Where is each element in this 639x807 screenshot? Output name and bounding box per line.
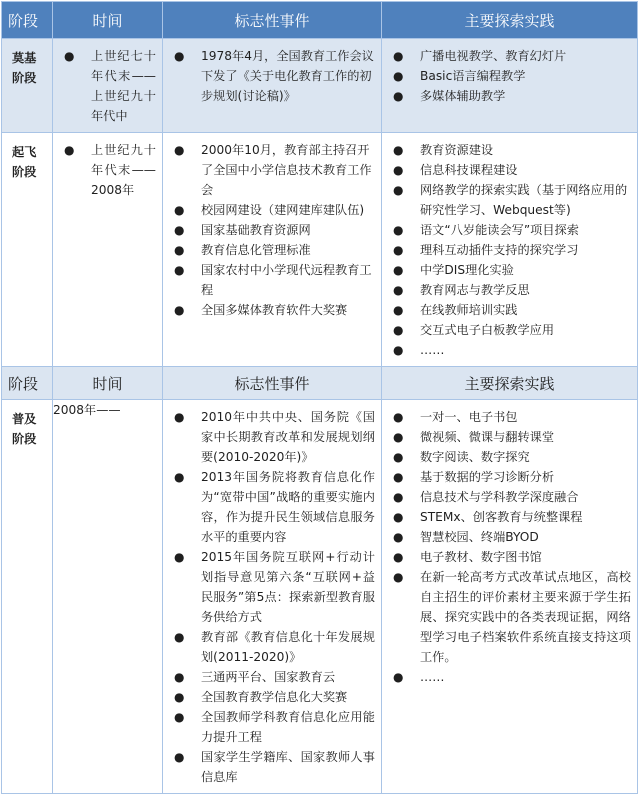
list-item-text: 2010年中共中央、国务院《国家中长期教育改革和发展规划纲要(2010-2020年)》 (201, 410, 375, 464)
list-item-text: 微视频、微课与翻转课堂 (420, 430, 555, 444)
list-item-text: 教育网志与教学反思 (420, 283, 530, 297)
list-item (163, 140, 375, 200)
bullet-dot-icon: ● (393, 223, 404, 237)
bullet-dot-icon: ● (393, 283, 404, 297)
list-item (163, 707, 375, 747)
bullet-dot-icon: ● (174, 470, 185, 484)
list-item (163, 46, 375, 106)
bullet-dot-icon: ● (393, 89, 404, 103)
list-item (163, 627, 375, 667)
bullet-dot-icon: ● (393, 143, 404, 157)
bullet-dot-icon: ● (393, 49, 404, 63)
list-item-text: 智慧校园、终端BYOD (420, 530, 539, 544)
bullet-dot-icon: ● (174, 303, 185, 317)
list-item (382, 140, 631, 160)
list-item-text: STEMx、创客教育与统整课程 (420, 510, 583, 524)
bullet-dot-icon: ● (393, 530, 404, 544)
list-item (382, 66, 631, 86)
header-practices: 主要探索实践 (382, 2, 638, 39)
list-item (163, 467, 375, 547)
list-item-text: 教育资源建设 (420, 143, 494, 157)
list-item-text: 基于数据的学习诊断分析 (420, 470, 555, 484)
list-item-text: 国家学生学籍库、国家教师人事信息库 (201, 750, 375, 784)
header-time: 时间 (53, 2, 163, 39)
list-item (382, 340, 631, 360)
list-item (163, 260, 375, 300)
header-row-repeat (2, 367, 638, 400)
events-list-1 (163, 39, 381, 112)
list-item-text: 全国多媒体教育软件大奖赛 (201, 303, 348, 317)
stage-label-1-text: 莫基 阶段 (12, 51, 37, 85)
bullet-dot-icon: ● (174, 243, 185, 257)
list-item (382, 667, 631, 687)
bullet-dot-icon: ● (393, 163, 404, 177)
events-cell-1 (163, 39, 382, 133)
list-item (382, 160, 631, 180)
time-cell-3: 2008年—— (53, 400, 163, 794)
practices-list-2 (382, 133, 637, 366)
table-row-stage-1 (2, 39, 638, 133)
list-item (382, 467, 631, 487)
list-item (382, 427, 631, 447)
list-item-text: 电子教材、数字图书馆 (420, 550, 542, 564)
list-item-text: 教育部《教育信息化十年发展规划(2011-2020)》 (201, 630, 375, 664)
header-time-repeat: 时间 (53, 367, 163, 400)
events-cell-3 (163, 400, 382, 794)
bullet-dot-icon: ● (174, 203, 185, 217)
list-item (163, 667, 375, 687)
list-item-text: 校园网建设（建网建库建队伍) (201, 203, 365, 217)
list-item-text: 理科互动插件支持的探究学习 (420, 243, 579, 257)
header-events-repeat: 标志性事件 (163, 367, 382, 400)
list-item (163, 407, 375, 467)
list-item (382, 447, 631, 467)
list-item (382, 320, 631, 340)
list-item-text: Basic语言编程教学 (420, 69, 526, 83)
list-item (382, 180, 631, 220)
events-list-3 (163, 400, 381, 793)
list-item-text: 多媒体辅助教学 (420, 89, 506, 103)
bullet-dot-icon: ● (393, 303, 404, 317)
list-item-text: 在新一轮高考方式改革试点地区，高校自主招生的评价素材主要来源于学生拓展、探究实践中的各类表现证据，网络型学习电子档案软件系统直接支持这项工作。 (420, 570, 631, 664)
bullet-dot-icon: ● (393, 263, 404, 277)
list-item (382, 507, 631, 527)
list-item (163, 200, 375, 220)
bullet-dot-icon: ● (174, 410, 185, 424)
bullet-dot-icon: ● (174, 630, 185, 644)
list-item-text: 教育信息化管理标准 (201, 243, 311, 257)
list-item-text: 2000年10月，教育部主持召开了全国中小学信息技术教育工作会 (201, 143, 372, 197)
list-item (382, 280, 631, 300)
time-item-2: ● 上世纪九十年代末——2008年 (53, 140, 156, 200)
list-item (382, 547, 631, 567)
list-item (382, 567, 631, 667)
list-item (382, 300, 631, 320)
list-item-text: 全国教育教学信息化大奖赛 (201, 690, 348, 704)
stage-label-3 (2, 400, 53, 794)
bullet-dot-icon: ● (64, 49, 75, 63)
list-item-text: 数字阅读、数字探究 (420, 450, 530, 464)
list-item-text: 全国教师学科教育信息化应用能力提升工程 (201, 710, 375, 744)
practices-list-3 (382, 400, 637, 693)
bullet-dot-icon: ● (393, 323, 404, 337)
bullet-dot-icon: ● (393, 470, 404, 484)
education-informatization-timeline-table (1, 1, 638, 794)
stage-label-3-text: 普及 阶段 (12, 412, 37, 446)
bullet-dot-icon: ● (393, 670, 404, 684)
bullet-dot-icon: ● (393, 550, 404, 564)
list-item (163, 300, 375, 320)
header-events: 标志性事件 (163, 2, 382, 39)
header-stage-repeat: 阶段 (2, 367, 53, 400)
bullet-dot-icon: ● (174, 710, 185, 724)
list-item-text: 交互式电子白板教学应用 (420, 323, 555, 337)
list-item-text: 国家农村中小学现代远程教育工程 (201, 263, 372, 297)
bullet-dot-icon: ● (393, 183, 404, 197)
list-item-text: 在线教师培训实践 (420, 303, 518, 317)
list-item (382, 487, 631, 507)
list-item-text: 中学DIS理化实验 (420, 263, 514, 277)
list-item-text: 国家基础教育资源网 (201, 223, 311, 237)
list-item-text: 一对一、电子书包 (420, 410, 518, 424)
stage-label-1 (2, 39, 53, 133)
practices-list-1 (382, 39, 637, 112)
list-item-text: 2013年国务院将教育信息化作为“宽带中国”战略的重要实施内容，作为提升民生领域信息服务水平的重要内容 (201, 470, 375, 544)
list-item-text: 信息科技课程建设 (420, 163, 518, 177)
bullet-dot-icon: ● (174, 143, 185, 157)
bullet-dot-icon: ● (174, 670, 185, 684)
list-item-text: …… (420, 670, 445, 684)
time-cell-2 (53, 133, 163, 367)
bullet-dot-icon: ● (393, 430, 404, 444)
list-item (382, 86, 631, 106)
practices-cell-2 (382, 133, 638, 367)
events-cell-2 (163, 133, 382, 367)
time-item-1: ● 上世纪七十年代末——上世纪九十年代中 (53, 46, 156, 126)
list-item-text: 1978年4月，全国教育工作会议下发了《关于电化教育工作的初步规划(讨论稿)》 (201, 49, 374, 103)
practices-cell-1 (382, 39, 638, 133)
list-item (382, 527, 631, 547)
bullet-dot-icon: ● (393, 69, 404, 83)
list-item-text: 语文“八岁能读会写”项目探索 (420, 223, 579, 237)
list-item (163, 687, 375, 707)
bullet-dot-icon: ● (393, 490, 404, 504)
time-cell-1 (53, 39, 163, 133)
list-item-text: 网络教学的探索实践（基于网络应用的研究性学习、Webquest等) (420, 183, 628, 217)
stage-label-2 (2, 133, 53, 367)
list-item (163, 547, 375, 627)
bullet-dot-icon: ● (393, 410, 404, 424)
bullet-dot-icon: ● (393, 570, 404, 584)
table-row-stage-2 (2, 133, 638, 367)
bullet-dot-icon: ● (393, 343, 404, 357)
list-item-text: 信息技术与学科教学深度融合 (420, 490, 579, 504)
bullet-dot-icon: ● (393, 450, 404, 464)
list-item (163, 220, 375, 240)
bullet-dot-icon: ● (174, 550, 185, 564)
bullet-dot-icon: ● (174, 750, 185, 764)
stage-label-2-text: 起飞 阶段 (12, 145, 37, 179)
list-item (382, 220, 631, 240)
list-item (382, 407, 631, 427)
bullet-dot-icon: ● (174, 263, 185, 277)
list-item-text: 三通两平台、国家教育云 (201, 670, 336, 684)
bullet-dot-icon: ● (64, 143, 75, 157)
list-item (382, 240, 631, 260)
events-list-2 (163, 133, 381, 326)
bullet-dot-icon: ● (174, 223, 185, 237)
practices-cell-3 (382, 400, 638, 794)
list-item (163, 747, 375, 787)
timeline-table-container (1, 1, 638, 794)
list-item (163, 240, 375, 260)
list-item-text: …… (420, 343, 445, 357)
list-item (382, 46, 631, 66)
header-row-top (2, 2, 638, 39)
list-item-text: 广播电视教学、教育幻灯片 (420, 49, 567, 63)
list-item-text: 2015年国务院互联网+行动计划指导意见第六条“互联网+益民服务”第5点：探索新型教育服务供给方式 (201, 550, 375, 624)
bullet-dot-icon: ● (174, 49, 185, 63)
list-item (382, 260, 631, 280)
bullet-dot-icon: ● (174, 690, 185, 704)
header-practices-repeat: 主要探索实践 (382, 367, 638, 400)
bullet-dot-icon: ● (393, 510, 404, 524)
bullet-dot-icon: ● (393, 243, 404, 257)
table-row-stage-3 (2, 400, 638, 794)
header-stage: 阶段 (2, 2, 53, 39)
